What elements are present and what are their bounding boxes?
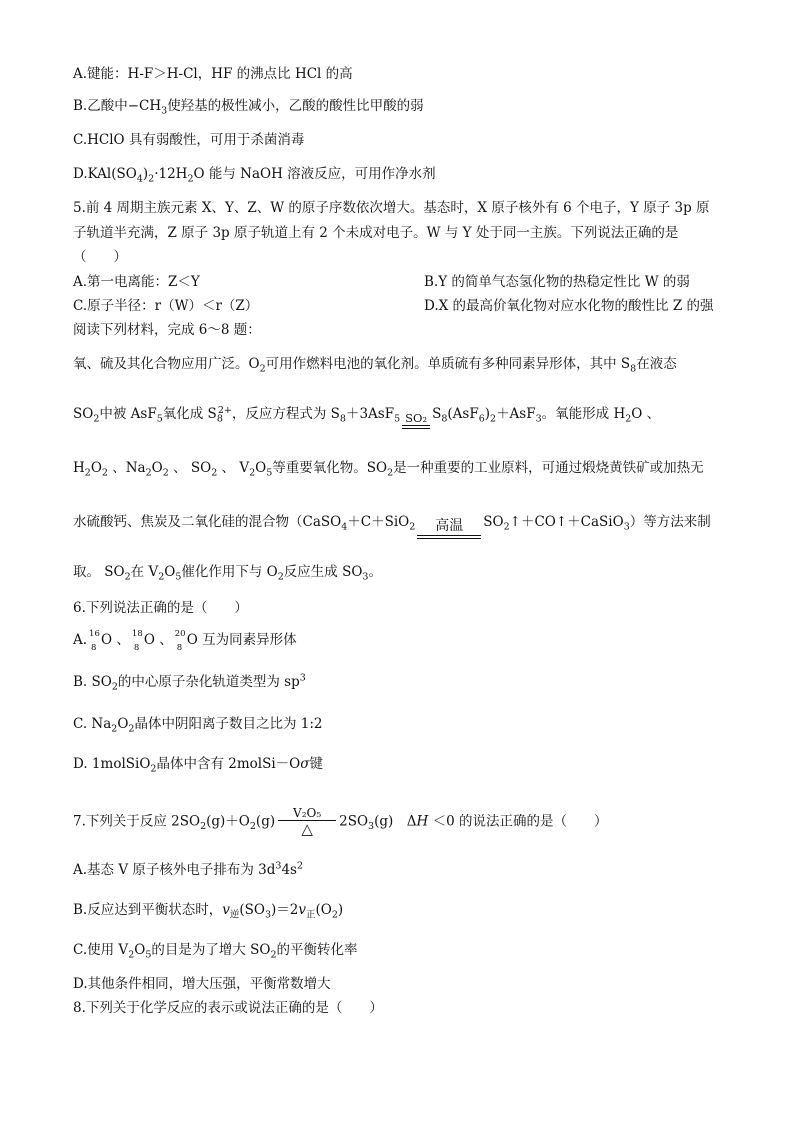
question-7-option-b: B.反应达到平衡状态时，$v_逆(SO_3)=2v_正(O_2)$ <box>73 902 344 921</box>
question-6-option-d: D. 1molSiO$_2$晶体中含有 2molSi－Oσ键 <box>73 756 323 775</box>
question-6-stem: 6.下列说法正确的是（ ） <box>73 600 248 616</box>
question-7-stem: 7.下列关于反应 $2SO_2(g)+O_2(g)$ $\frac{\text{V₂O₅}}{\triangle}$ $2SO_3(g)$ ΔH ＜0 的说法正确的是（ ） <box>73 806 608 838</box>
option-a-bond-energy: A.键能：H-F＞H-Cl，HF 的沸点比 HCl 的高 <box>73 66 353 82</box>
option-d-alum: $D.KAl(SO_4)_2\cdot 12H_2O$ 能与 NaOH 溶液反应，可用作净水剂 <box>73 166 436 185</box>
question-6-option-c: C. $Na_2O_2$晶体中阴阳离子数目之比为 1:2 <box>73 716 323 735</box>
reaction-condition-arrow-heat <box>417 517 481 539</box>
option-b-acetic-acid: B.乙酸中$-CH_3$使羟基的极性减小，乙酸的酸性比甲酸的弱 <box>73 98 424 117</box>
material-line5: 取。 $SO_2$在 $V_2O_5$催化作用下与 $O_2$反应生成 $SO_3$。 <box>73 564 382 583</box>
question-7-option-d: D.其他条件相同，增大压强，平衡常数增大 <box>73 976 331 992</box>
material-line2: $SO_2$中被 AsF$_5$氧化成 $S_8^{2+}$，反应方程式为 $S_8+3AsF_5$ SO₂ $S_8(AsF_6)_2+AsF_3$。氧能形成 $H_2O$ 、 <box>73 404 660 429</box>
reading-instruction: 阅读下列材料，完成 6～8 题： <box>73 322 261 338</box>
question-8-stem: 8.下列关于化学反应的表示或说法正确的是（ ） <box>73 1000 383 1016</box>
question-5-options-ab: A.第一电离能：Z＜Y B.Y 的简单气态氢化物的热稳定性比 W 的弱 <box>73 274 690 290</box>
question-6-option-a: A. 16 8 O 、 18 8 O 、 20 8 O 互为同素异形体 <box>73 629 297 653</box>
question-5-paren: （ ） <box>73 249 127 265</box>
material-line4: 水硫酸钙、焦炭及二氧化硅的混合物（CaSO$_4$＋C＋SiO$_2$ 高温 $SO_2↑+CO↑+CaSiO_3$）等方法来制 <box>73 512 711 539</box>
question-5-option-b: B.Y 的简单气态氢化物的热稳定性比 W 的弱 <box>424 274 690 290</box>
arrow-condition-so2: SO₂ <box>405 411 428 425</box>
question-5-stem-line1: 5.前 4 周期主族元素 X、Y、Z、W 的原子序数依次增大。基态时，X 原子核外有 6 个电子，Y 原子 3p 原 <box>73 200 710 216</box>
arrow-condition-high-temp: 高温 <box>435 518 464 534</box>
isotope-20: 20 8 <box>174 629 186 653</box>
material-line3: $H_2O_2$ 、$Na_2O_2$ 、 $SO_2$ 、 $V_2O_5$等重要氧化物。$SO_2$是一种重要的工业原料，可通过煅烧黄铁矿或加热无 <box>73 460 704 479</box>
question-6-option-b: B. $SO_2$的中心原子杂化轨道类型为 $sp^3$ <box>73 672 306 693</box>
question-5-stem-line2: 子轨道半充满，Z 原子 3p 原子轨道上有 2 个未成对电子。W 与 Y 处于同一主族。下列说法正确的是 <box>73 225 679 241</box>
material-line1: 氧、硫及其化合物应用广泛。$O_2$可用作燃料电池的氧化剂。单质硫有多种同素异形体，其中 $S_8$在液态 <box>73 356 677 375</box>
isotope-18: 18 8 <box>131 629 143 653</box>
isotope-16: 16 8 <box>89 629 100 653</box>
question-5-options-cd: C.原子半径：r（W）＜r（Z） D.X 的最高价氧化物对应水化物的酸性比 Z 的强 <box>73 298 714 314</box>
question-7-option-a: A.基态 V 原子核外电子排布为 $3d^34s^2$ <box>73 860 304 878</box>
question-5-option-d: D.X 的最高价氧化物对应水化物的酸性比 Z 的强 <box>424 298 714 314</box>
question-7-option-c: C.使用 $V_2O_5$的目是为了增大 $SO_2$的平衡转化率 <box>73 942 358 961</box>
option-c-hclo: C.HClO 具有弱酸性，可用于杀菌消毒 <box>73 132 305 148</box>
catalyst-v2o5: V₂O₅ <box>293 806 322 820</box>
reaction-condition-arrow <box>402 411 430 429</box>
catalyst-heat-condition <box>278 806 336 838</box>
heat-triangle-icon: △ <box>301 820 313 838</box>
